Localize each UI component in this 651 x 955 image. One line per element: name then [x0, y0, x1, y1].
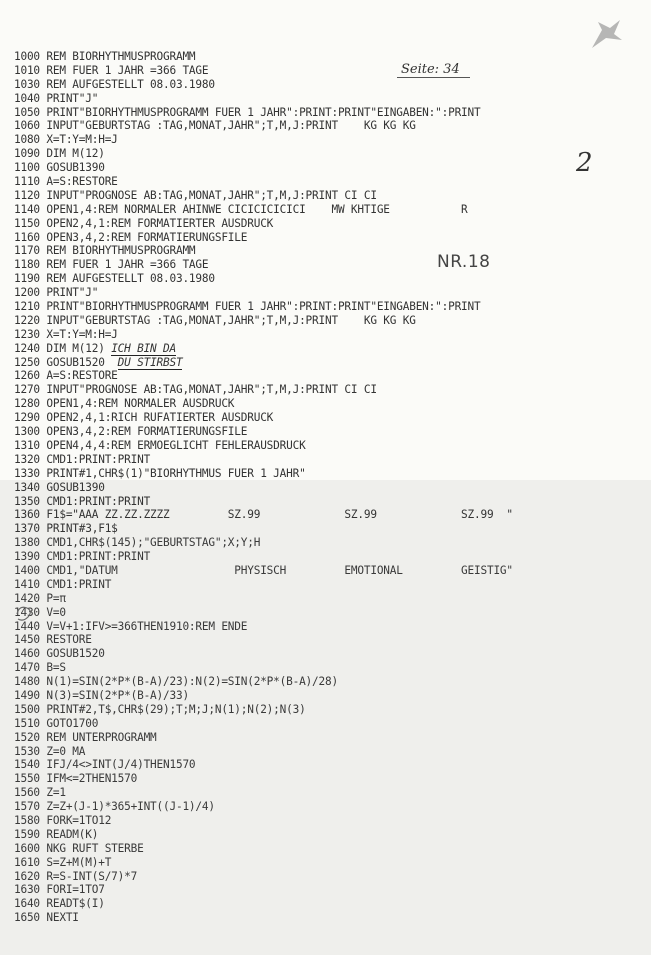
code-line: 1480 N(1)=SIN(2*P*(B-A)/23):N(2)=SIN(2*P*(B-A)/28) [14, 675, 338, 689]
code-line: 1650 NEXTI [14, 911, 79, 925]
code-line: 1080 X=T:Y=M:H=J [14, 133, 118, 147]
code-line: 1160 OPEN3,4,2:REM FORMATIERUNGSFILE [14, 230, 248, 244]
code-line: 1640 READT$(I) [14, 897, 105, 911]
code-line: 1370 PRINT#3,F1$ [14, 522, 118, 536]
code-line: 1580 FORK=1TO12 [14, 813, 112, 827]
code-line: 1190 REM AUFGESTELLT 08.03.1980 [14, 272, 215, 286]
code-line: 1620 R=S-INT(S/7)*7 [14, 869, 138, 883]
code-line: 1090 DIM M(12) [14, 147, 105, 161]
code-line: 1550 IFM<=2THEN1570 [14, 772, 138, 786]
code-line: 1320 CMD1:PRINT:PRINT [14, 452, 151, 466]
code-line: 1030 REM AUFGESTELLT 08.03.1980 [14, 77, 215, 91]
code-line: 1120 INPUT"PROGNOSE AB:TAG,MONAT,JAHR";T,M,J:PRINT CI CI [14, 188, 377, 202]
code-line: 1530 Z=0 MA [14, 744, 86, 758]
code-line: 1410 CMD1:PRINT [14, 577, 112, 591]
code-line: 1630 FORI=1TO7 [14, 883, 105, 897]
code-line: 1430 V=0 [14, 605, 66, 619]
margin-mark-icon [13, 603, 35, 625]
code-line: 1290 OPEN2,4,1:RICH RUFATIERTER AUSDRUCK [14, 411, 274, 425]
code-line-with-note [14, 342, 644, 356]
code-line: 1560 Z=1 [14, 786, 66, 800]
code-line: 1500 PRINT#2,T$,CHR$(29);T;M;J;N(1);N(2);N(3) [14, 702, 306, 716]
code-line: 1270 INPUT"PROGNOSE AB:TAG,MONAT,JAHR";T,M,J:PRINT CI CI [14, 383, 377, 397]
code-text: 1240 DIM M(12) [14, 341, 112, 355]
code-line: 1610 S=Z+M(M)+T [14, 855, 112, 869]
code-line: 1420 P=π [14, 591, 66, 605]
code-line: 1060 INPUT"GEBURTSTAG :TAG,MONAT,JAHR";T,M,J:PRINT KG KG KG [14, 119, 416, 133]
code-line: 1200 PRINT"J" [14, 286, 99, 300]
code-line: 1390 CMD1:PRINT:PRINT [14, 550, 151, 564]
code-line: 1600 NKG RUFT STERBE [14, 841, 144, 855]
code-line: 1400 CMD1,"DATUM PHYSISCH EMOTIONAL GEISTIG" [14, 563, 513, 577]
code-line: 1540 IFJ/4<>INT(J/4)THEN1570 [14, 758, 196, 772]
code-line: 1230 X=T:Y=M:H=J [14, 327, 118, 341]
nr-label: NR.18 [437, 252, 491, 272]
code-line: 1490 N(3)=SIN(2*P*(B-A)/33) [14, 688, 189, 702]
code-line: 1460 GOSUB1520 [14, 647, 105, 661]
code-line: 1310 OPEN4,4,4:REM ERMOEGLICHT FEHLERAUSDRUCK [14, 438, 306, 452]
code-line: 1510 GOTO1700 [14, 716, 99, 730]
code-line: 1300 OPEN3,4,2:REM FORMATIERUNGSFILE [14, 425, 248, 439]
code-line: 1360 F1$="AAA ZZ.ZZ.ZZZZ SZ.99 SZ.99 SZ.99 " [14, 508, 513, 522]
code-text: 1250 GOSUB1520 [14, 355, 118, 369]
code-line-with-note [14, 356, 644, 370]
code-line: 1000 REM BIORHYTHMUSPROGRAMM [14, 50, 196, 63]
handwritten-page-note: Seite: 34 [397, 62, 470, 78]
handwritten-number: 2 [576, 148, 593, 178]
code-line: 1520 REM UNTERPROGRAMM [14, 730, 157, 744]
code-line: 1450 RESTORE [14, 633, 92, 647]
code-line: 1150 OPEN2,4,1:REM FORMATIERTER AUSDRUCK [14, 216, 274, 230]
code-line: 1210 PRINT"BIORHYTHMUSPROGRAMM FUER 1 JAHR":PRINT:PRINT"EINGABEN:":PRINT [14, 300, 481, 314]
basic-listing [14, 50, 644, 925]
code-line: 1440 V=V+1:IFV>=366THEN1910:REM ENDE [14, 619, 248, 633]
code-line: 1380 CMD1,CHR$(145);"GEBURTSTAG";X;Y;H [14, 536, 261, 550]
code-line: 1170 REM BIORHYTHMUSPROGRAMM [14, 244, 196, 258]
code-line: 1050 PRINT"BIORHYTHMUSPROGRAMM FUER 1 JAHR":PRINT:PRINT"EINGABEN:":PRINT [14, 105, 481, 119]
code-line: 1570 Z=Z+(J-1)*365+INT((J-1)/4) [14, 800, 215, 814]
code-line: 1330 PRINT#1,CHR$(1)"BIORHYTHMUS FUER 1 JAHR" [14, 466, 306, 480]
code-line: 1140 OPEN1,4:REM NORMALER AHINWE CICICICICICI MW KHTIGE R [14, 202, 468, 216]
code-line: 1010 REM FUER 1 JAHR =366 TAGE [14, 63, 209, 77]
code-line: 1180 REM FUER 1 JAHR =366 TAGE [14, 258, 209, 272]
code-line: 1470 B=S [14, 661, 66, 675]
code-line: 1340 GOSUB1390 [14, 480, 105, 494]
code-line: 1280 OPEN1,4:REM NORMALER AUSDRUCK [14, 397, 235, 411]
code-line: 1110 A=S:RESTORE [14, 175, 118, 189]
corner-scribble-icon [588, 18, 624, 52]
code-line: 1350 CMD1:PRINT:PRINT [14, 494, 151, 508]
code-line: 1260 A=S:RESTORE [14, 369, 118, 383]
code-line: 1220 INPUT"GEBURTSTAG :TAG,MONAT,JAHR";T,M,J:PRINT KG KG KG [14, 313, 416, 327]
code-line: 1040 PRINT"J" [14, 91, 99, 105]
handwritten-ich-bin-da: ICH BIN DA [111, 341, 176, 355]
handwritten-du-stirbst: DU STIRBST [117, 355, 183, 369]
code-line: 1590 READM(K) [14, 827, 99, 841]
code-line: 1100 GOSUB1390 [14, 161, 105, 175]
